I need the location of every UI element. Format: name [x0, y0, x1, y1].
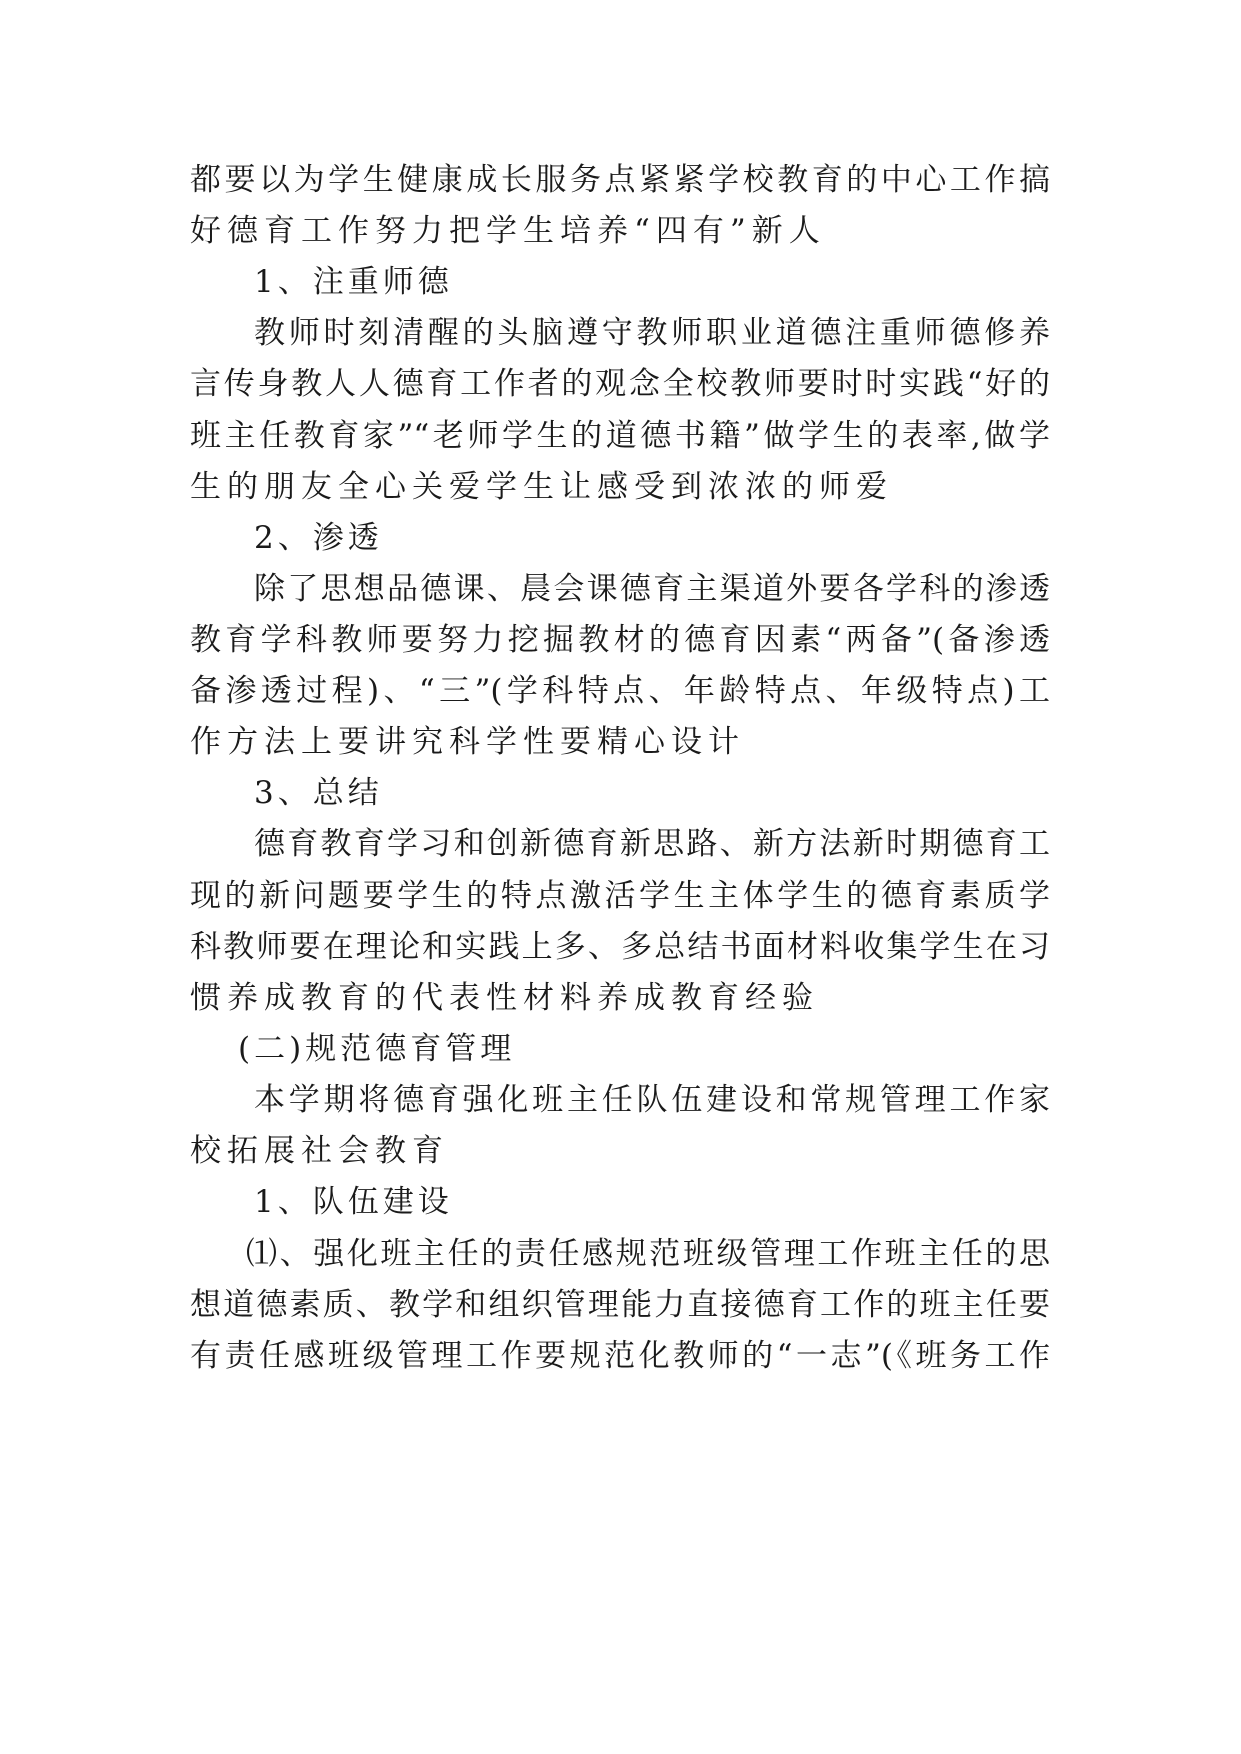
paragraph-line: 有责任感班级管理工作要规范化教师的“一志”(《班务工作	[190, 1338, 1050, 1374]
paragraph-line: 教育学科教师要努力挖掘教材的德育因素“两备”(备渗透	[190, 622, 1050, 658]
paragraph-line: 现的新问题要学生的特点激活学生主体学生的德育素质学	[190, 878, 1050, 914]
paragraph-line: 都要以为学生健康成长服务点紧紧学校教育的中心工作搞	[190, 162, 1050, 198]
paragraph-line: 作方法上要讲究科学性要精心设计	[190, 724, 745, 760]
section-heading: (二)规范德育管理	[238, 1031, 516, 1067]
paragraph-line: 好德育工作努力把学生培养“四有”新人	[190, 213, 826, 249]
paragraph-line: 德育教育学习和创新德育新思路、新方法新时期德育工	[254, 826, 1050, 862]
paragraph-line: 言传身教人人德育工作者的观念全校教师要时时实践“好的	[190, 366, 1050, 402]
section-heading: 1、注重师德	[254, 264, 453, 300]
paragraph-line: 本学期将德育强化班主任队伍建设和常规管理工作家	[254, 1082, 1050, 1118]
paragraph-line: 除了思想品德课、晨会课德育主渠道外要各学科的渗透	[254, 571, 1050, 607]
paragraph-line: 惯养成教育的代表性材料养成教育经验	[190, 980, 819, 1016]
paragraph-line: 班主任教育家”“老师学生的道德书籍”做学生的表率,做学	[190, 418, 1050, 454]
section-heading: 3、总结	[254, 775, 383, 811]
section-heading: 2、渗透	[254, 520, 383, 556]
paragraph-line: 教师时刻清醒的头脑遵守教师职业道德注重师德修养	[254, 315, 1050, 351]
section-heading: 1、队伍建设	[254, 1184, 453, 1220]
paragraph-line: 校拓展社会教育	[190, 1133, 449, 1169]
paragraph-line: 备渗透过程)、“三”(学科特点、年龄特点、年级特点)工	[190, 673, 1050, 709]
paragraph-line: 想道德素质、教学和组织管理能力直接德育工作的班主任要	[190, 1287, 1050, 1323]
paragraph-line: 科教师要在理论和实践上多、多总结书面材料收集学生在习	[190, 929, 1050, 965]
paragraph-line: 生的朋友全心关爱学生让感受到浓浓的师爱	[190, 469, 893, 505]
paragraph-line: ⑴、强化班主任的责任感规范班级管理工作班主任的思	[246, 1236, 1050, 1272]
